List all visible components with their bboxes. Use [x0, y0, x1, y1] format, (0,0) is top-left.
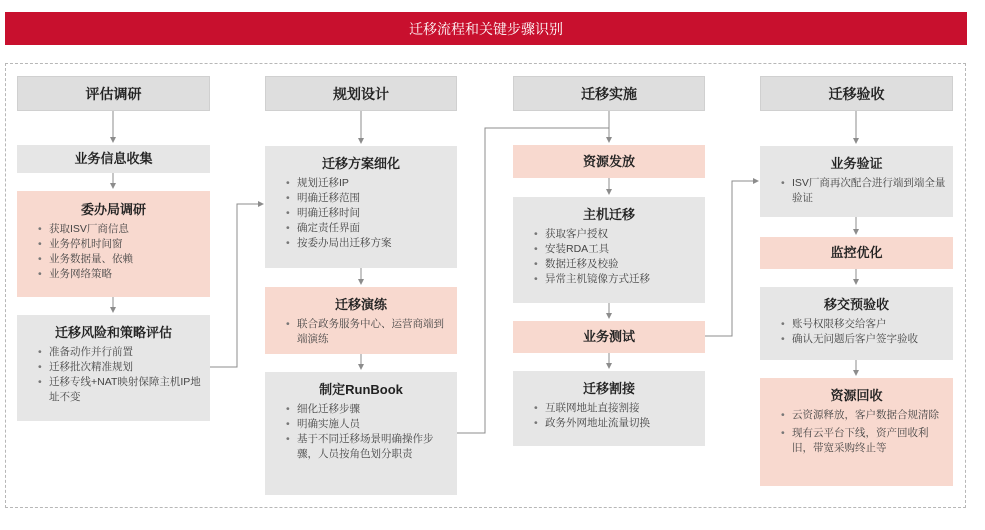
bullet-item: • 准备动作并行前置: [49, 345, 204, 360]
step-runbook: [265, 372, 457, 495]
step-bullets: [513, 227, 705, 287]
step-title: 业务信息收集: [74, 151, 153, 166]
bullet-item: • 迁移批次精准规划: [49, 360, 204, 375]
step-bullets: [760, 176, 953, 206]
phase-header-accept: [760, 76, 953, 111]
bullet-item: • 获取ISV厂商信息: [49, 222, 204, 237]
step-title: 业务测试: [582, 329, 635, 344]
bullet-item: • 业务数据量、依赖: [49, 252, 204, 267]
bullet-item: • 政务外网地址流量切换: [545, 416, 699, 431]
phase-title: 评估调研: [85, 85, 142, 102]
step-title: 委办局调研: [80, 202, 146, 217]
step-title: 资源回收: [830, 388, 883, 403]
connector-c1-c2: [210, 204, 263, 367]
bullet-item: • 云资源释放，客户数据合规清除: [792, 408, 947, 423]
bullet-item: • 账号权限移交给客户: [792, 317, 947, 332]
step-cutover: [513, 371, 705, 446]
step-bureau-survey: [17, 191, 210, 297]
bullet-item: • 互联网地址直接割接: [545, 401, 699, 416]
bullet-item: • 明确迁移范围: [297, 191, 451, 206]
bullet-item: • 安装RDA工具: [545, 242, 699, 257]
bullet-item: • ISV厂商再次配合进行端到端全量验证: [792, 176, 947, 206]
bullet-item: • 获取客户授权: [545, 227, 699, 242]
phase-title: 迁移验收: [828, 85, 885, 102]
step-bullets: [265, 176, 457, 251]
step-rehearsal: [265, 287, 457, 354]
bullet-item: • 联合政务服务中心、运营商端到端演练: [297, 317, 451, 347]
page-title: 迁移流程和关键步骤识别: [409, 20, 563, 37]
bullet-item: • 现有云平台下线，资产回收利旧，带宽采购终止等: [792, 426, 947, 456]
step-monitor-optimize: [760, 237, 953, 269]
step-bullets: [17, 345, 210, 405]
step-bullets: [265, 317, 457, 347]
bullet-item: • 确定责任界面: [297, 221, 451, 236]
step-title: 迁移方案细化: [321, 156, 400, 171]
step-resource-provision: [513, 145, 705, 178]
bullet-item: • 明确迁移时间: [297, 206, 451, 221]
phase-header-assess: [17, 76, 210, 111]
bullet-item: • 基于不同迁移场景明确操作步骤，人员按角色划分职责: [297, 432, 451, 462]
bullet-item: • 规划迁移IP: [297, 176, 451, 191]
step-bullets: [513, 401, 705, 431]
phase-title: 规划设计: [333, 85, 389, 102]
step-plan-detail: [265, 146, 457, 268]
step-resource-reclaim: [760, 378, 953, 486]
connector-c3-c4: [705, 181, 758, 336]
step-title: 迁移风险和策略评估: [54, 325, 172, 340]
bullet-item: • 确认无问题后客户签字验收: [792, 332, 947, 347]
phase-header-design: [265, 76, 457, 111]
step-title: 监控优化: [830, 245, 883, 260]
bullet-item: • 按委办局出迁移方案: [297, 236, 451, 251]
step-bullets: [265, 402, 457, 462]
step-bullets: [760, 408, 953, 456]
step-risk-assessment: [17, 315, 210, 421]
bullet-item: • 业务停机时间窗: [49, 237, 204, 252]
bullet-item: • 业务网络策略: [49, 267, 204, 282]
step-title: 资源发放: [582, 153, 635, 169]
step-bullets: [17, 222, 210, 282]
bullet-item: • 异常主机镜像方式迁移: [545, 272, 699, 287]
step-title: 迁移演练: [334, 297, 387, 312]
step-pre-acceptance: [760, 287, 953, 360]
step-host-migration: [513, 197, 705, 303]
phase-title: 迁移实施: [581, 85, 637, 102]
bullet-item: • 细化迁移步骤: [297, 402, 451, 417]
phase-header-implement: [513, 76, 705, 111]
bullet-item: • 数据迁移及校验: [545, 257, 699, 272]
step-bullets: [760, 317, 953, 347]
step-title: 业务验证: [830, 156, 883, 171]
step-business-verify: [760, 146, 953, 217]
step-title: 主机迁移: [582, 207, 635, 222]
bullet-item: • 明确实施人员: [297, 417, 451, 432]
step-business-info: [17, 145, 210, 173]
step-title: 制定RunBook: [319, 382, 403, 397]
step-business-test: [513, 321, 705, 353]
bullet-item: • 迁移专线+NAT映射保障主机IP地址不变: [49, 375, 204, 405]
step-title: 移交预验收: [823, 297, 889, 312]
step-title: 迁移割接: [582, 381, 635, 396]
